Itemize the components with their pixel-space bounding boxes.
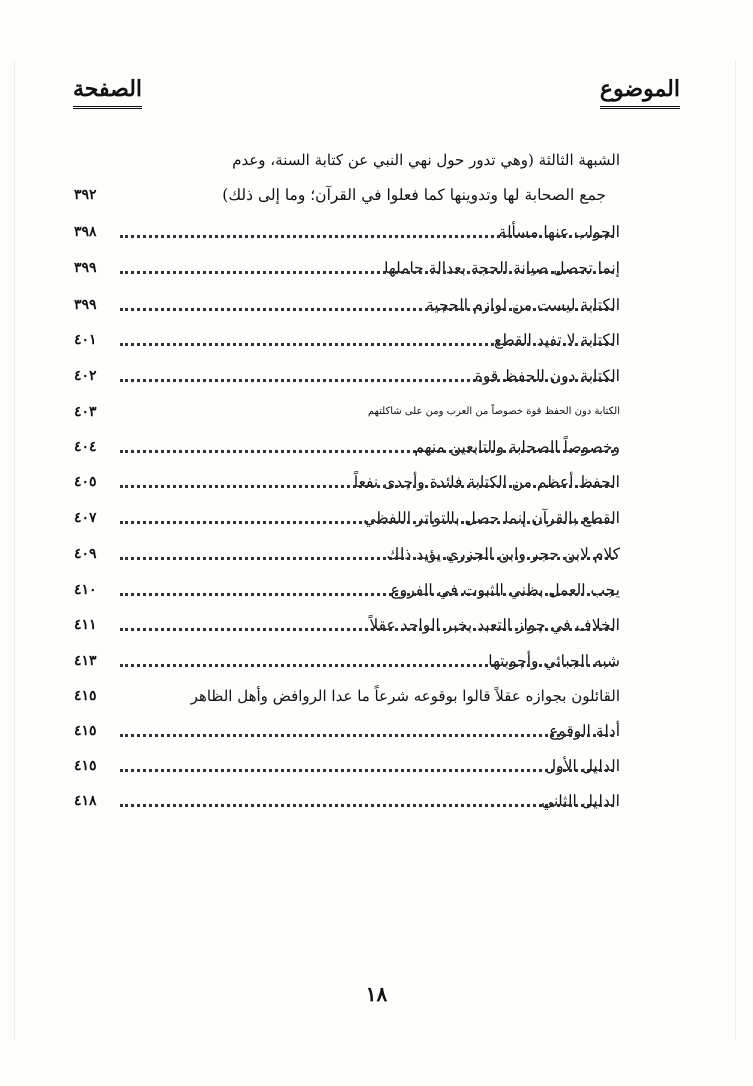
dot-leader [120,308,614,311]
toc-entry [74,503,620,533]
dot-leader [120,557,614,560]
toc-entry-title: القائلون بجوازه عقلاً قالوا بوقوعه شرعاً ما عدا الروافض وأهل الظاهر [185,681,620,711]
toc-entry-page: ٤١٨ [74,793,97,809]
toc-entry-page: ٤١١ [74,617,97,633]
toc-entry [74,467,620,497]
page-column-header: الصفحة [73,74,142,109]
toc-entry [74,716,620,746]
toc-entry-page: ٤٠٢ [74,368,97,384]
toc-entry-page: ٤١٥ [74,688,97,704]
toc-entry-title: أدلة الوقوع [543,716,620,746]
toc-entry-title: الدليل الثاني [535,786,620,816]
scan-margin-line [14,60,15,1040]
toc-entry-page: ٤١٥ [74,723,97,739]
toc-entry-page: ٤٠١ [74,332,97,348]
dot-leader [120,734,614,737]
toc-entry-title: الشبهة الثالثة (وهي تدور حول نهي النبي عن كتابة السنة، وعدم [226,145,620,175]
dot-leader [120,450,614,453]
toc-entry-title: الحفظ أعظم من الكتابة فائدة وأجدى نفعاً [348,467,620,497]
toc-entry [74,361,620,391]
toc-entry-title: الجواب عنها مسألة [493,217,620,247]
toc-entry-title: الخلاف في جواز التعبد بخبر الواحد عقلاً [363,610,620,640]
toc-entry [74,786,620,816]
toc-entry-page: ٤٠٤ [74,439,97,455]
toc-entry [74,539,620,569]
toc-entry [74,646,620,676]
toc-entry [74,325,620,355]
scan-margin-line [735,60,736,1040]
toc-entry-title: الكتابة ليست من لوازم الحجية [420,290,620,320]
toc-entry-page: ٤٠٧ [74,510,97,526]
toc-entry [74,253,620,283]
toc-entry [74,610,620,640]
toc-entry-page: ٤١٣ [74,653,97,669]
toc-entry-title: الكتابة دون الحفظ قوة [469,361,620,391]
toc-entry-title: شبه الجبائي وأجوبتها [482,646,620,676]
toc-entry-page: ٤١٠ [74,582,97,598]
dot-leader [120,804,614,807]
dot-leader [120,379,614,382]
dot-leader [120,628,614,631]
toc-entry-title: جمع الصحابة لها وتدوينها كما فعلوا في القرآن؛ وما إلى ذلك) [216,180,606,210]
toc-entry-title: الكتابة دون الحفظ قوة خصوصاً من العرب ومن على شاكلتهم [120,397,620,427]
toc-entry-page: ٣٩٢ [74,187,97,203]
toc-entry-title: الدليل الأول [539,751,620,781]
dot-leader [120,593,614,596]
toc-entry [74,290,620,320]
dot-leader [120,271,614,274]
dot-leader [120,664,614,667]
dot-leader [120,521,614,524]
toc-entry-page: ٤٠٥ [74,474,97,490]
toc-entry [74,217,620,247]
dot-leader [120,235,614,238]
page-number: ١٨ [365,982,388,1006]
toc-entry [74,681,620,711]
toc-entry [74,432,620,462]
dot-leader [120,769,614,772]
toc-entry-title: كلام لابن حجر وابن الجزري يؤيد ذلك [381,539,620,569]
toc-entry-page: ٤٠٩ [74,546,97,562]
topic-column-header: الموضوع [600,74,680,109]
toc-entry [74,751,620,781]
toc-entry-title: الكتابة لا تفيد القطع [488,325,620,355]
toc-entry-page: ٣٩٩ [74,297,97,313]
toc-entry-page: ٤٠٣ [74,404,97,420]
toc-entry-title: إنما تحصل صيانة الحجة بعدالة حاملها [378,253,620,283]
toc-entry-page: ٣٩٩ [74,260,97,276]
toc-entry-title: القطع بالقرآن إنما حصل بالتواتر اللفظي [357,503,620,533]
dot-leader [120,343,614,346]
toc-entry-page: ٤١٥ [74,758,97,774]
toc-entry [74,180,606,210]
dot-leader [120,485,614,488]
toc-entry-title: يجب العمل بظني الثبوت في الفروع [385,575,620,605]
toc-entry-title: وخصوصاً الصحابة والتابعين منهم [408,432,620,462]
toc-entry-page: ٣٩٨ [74,224,97,240]
toc-entry [74,397,620,427]
toc-entry [74,145,620,175]
toc-entry [74,575,620,605]
